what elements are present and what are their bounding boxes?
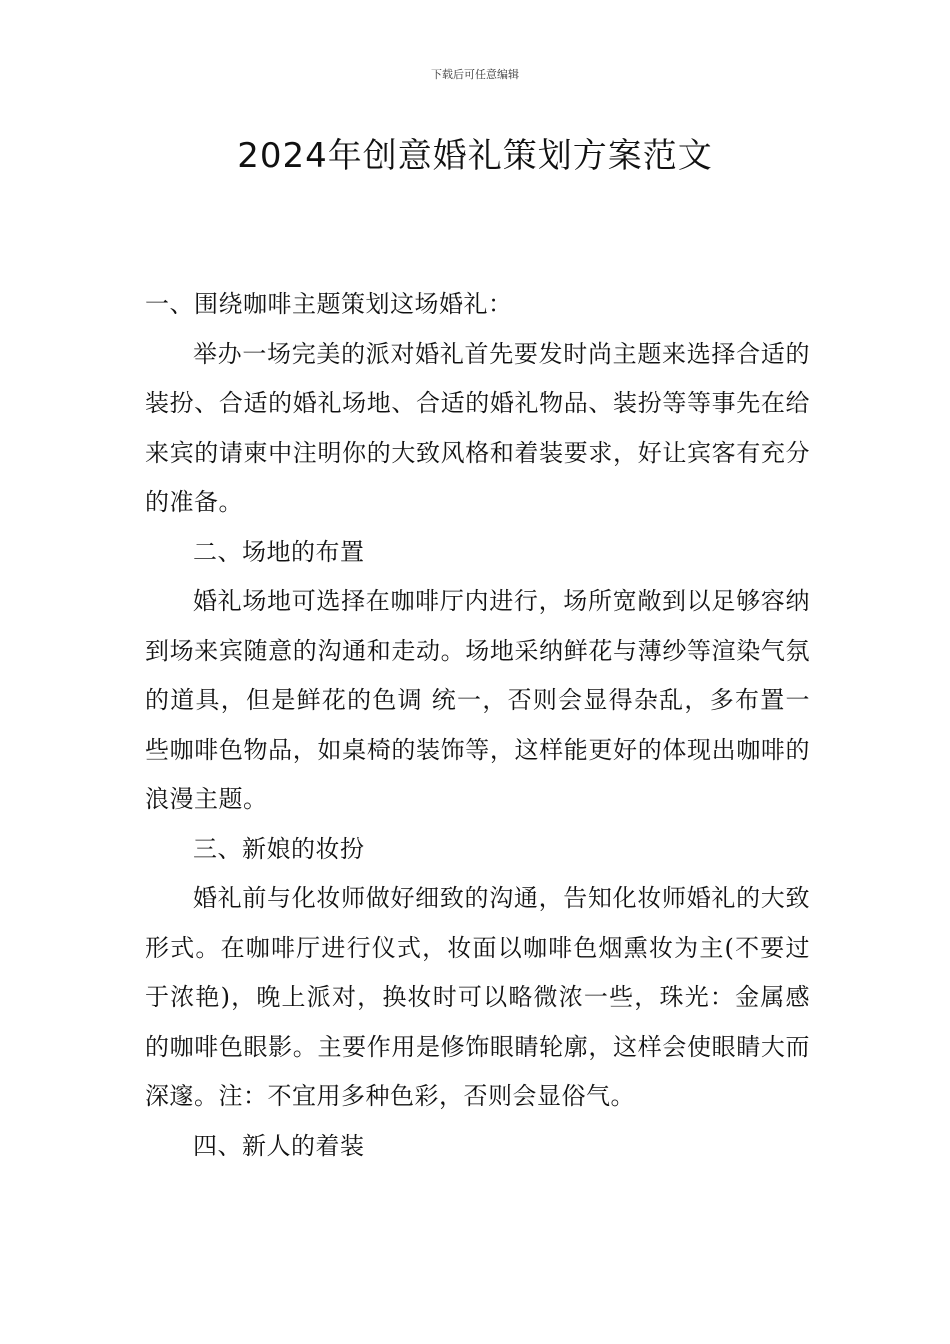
section-heading-2: 二、场地的布置 [193, 537, 365, 566]
section-heading-1: 一、围绕咖啡主题策划这场婚礼： [145, 290, 513, 318]
document-title: 2024年创意婚礼策划方案范文 [237, 136, 713, 176]
document-body [145, 280, 810, 1171]
section-heading-4: 四、新人的着装 [193, 1131, 365, 1160]
section-heading-3: 三、新娘的妆扮 [193, 834, 365, 863]
paragraph-venue: 婚礼场地可选择在咖啡厅内进行，场所宽敞到以足够容纳到场来宾随意的沟通和走动。场地采纳鲜花与薄纱等渲染气氛的道具，但是鲜花的色调 统一，否则会显得杂乱，多布置一些咖啡色物品，如桌椅的装饰等，这样能更好的体现出咖啡的浪漫主题。 [145, 587, 810, 813]
paragraph-theme: 举办一场完美的派对婚礼首先要发时尚主题来选择合适的装扮、合适的婚礼场地、合适的婚礼物品、装扮等等事先在给来宾的请柬中注明你的大致风格和着装要求，好让宾客有充分的准备。 [145, 339, 810, 516]
paragraph-makeup: 婚礼前与化妆师做好细致的沟通，告知化妆师婚礼的大致形式。在咖啡厅进行仪式，妆面以咖啡色烟熏妆为主(不要过于浓艳)，晚上派对，换妆时可以略微浓一些，珠光：金属感的咖啡色眼影。主要作用是修饰眼睛轮廓，这样会使眼睛大而深邃。注：不宜用多种色彩，否则会显俗气。 [145, 884, 810, 1110]
header-note: 下载后可任意编辑 [431, 68, 519, 81]
